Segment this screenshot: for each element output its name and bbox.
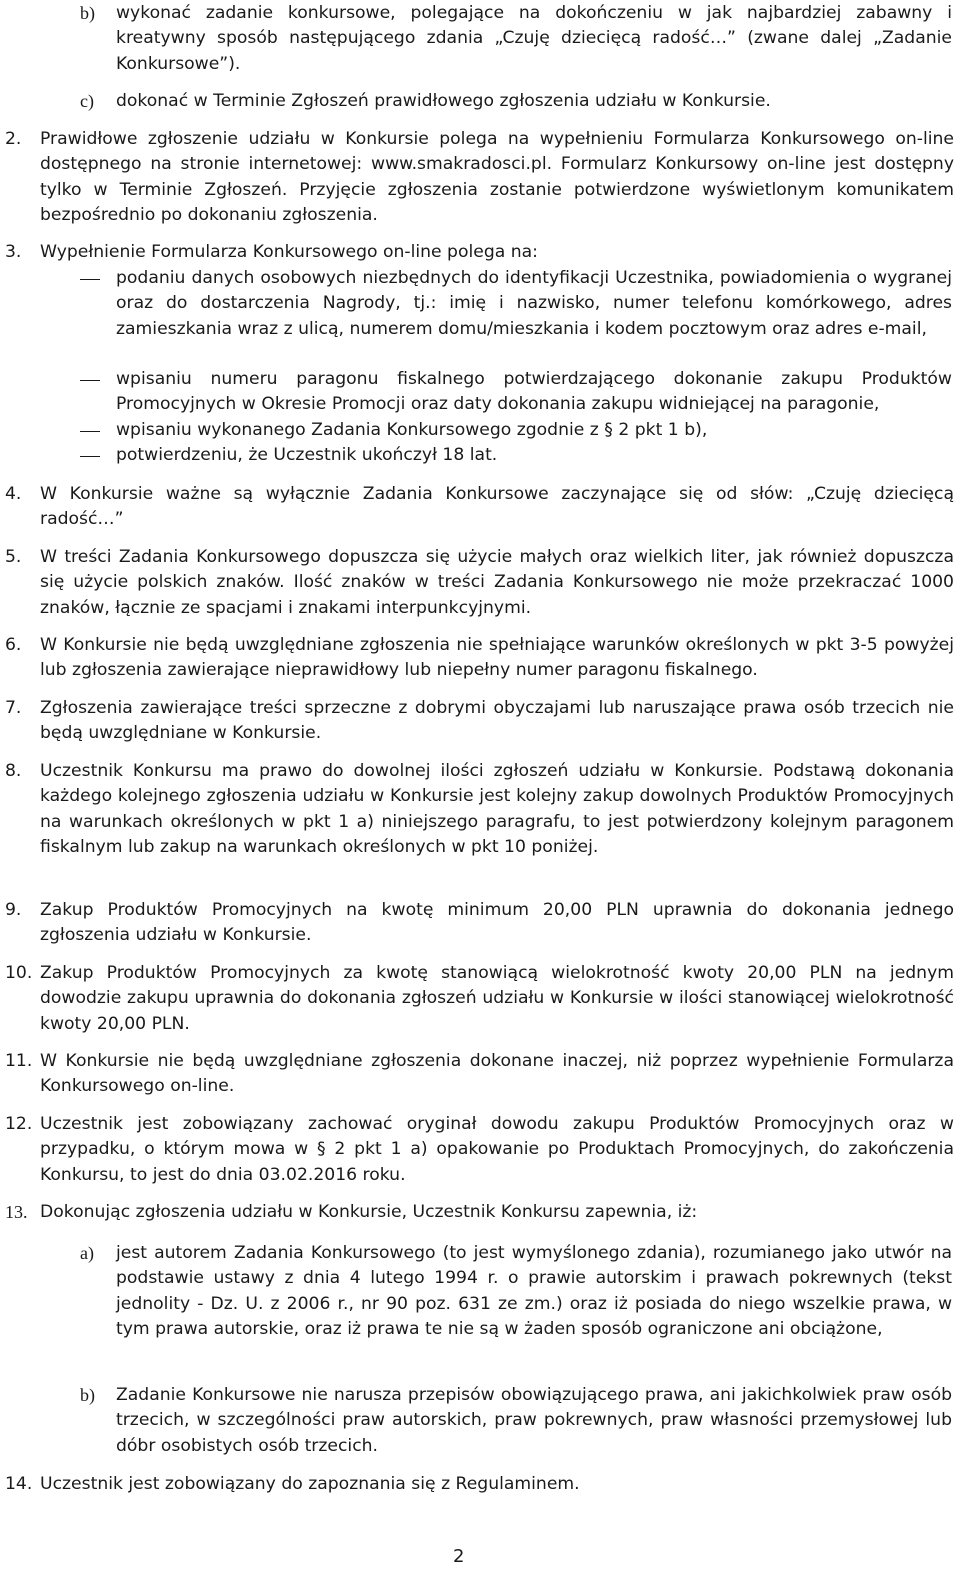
paragraph-text: W treści Zadania Konkursowego dopuszcza się użycie małych oraz wielkich liter, jak również dopuszcza się użycie polskich znaków. Ilość znaków w treści Zadania Konkursowego nie może przekraczać 1000 znaków, łącznie ze spacjami i znakami interpunkcyjnymi. <box>40 547 954 618</box>
paragraph-text: Uczestnik jest zobowiązany do zapoznania się z Regulaminem. <box>40 1474 580 1494</box>
sub-item-b <box>0 1 960 77</box>
paragraph-text: Prawidłowe zgłoszenie udziału w Konkursie polega na wypełnieniu Formularza Konkursowego on-line dostępnego na stronie internetowej: www.smakradosci.pl. Formularz Konkursowy on-line jest dostępny tylko w Terminie Zgłoszeń. Przyjęcie zgłoszenia zostanie potwierdzone wyświetlonym komunikatem bezpośrednio po dokonaniu zgłoszenia. <box>40 129 954 226</box>
paragraph-9 <box>0 898 960 949</box>
bullet-text: potwierdzeniu, że Uczestnik ukończył 18 lat. <box>116 445 498 465</box>
sub-item-text: dokonać w Terminie Zgłoszeń prawidłowego zgłoszenia udziału w Konkursie. <box>116 91 771 111</box>
paragraph-number: 4. <box>5 484 22 504</box>
sub-item-c <box>0 89 960 114</box>
sub-item-text: wykonać zadanie konkursowe, polegające na dokończeniu w jak najbardziej zabawny i kreatywny sposób następującego zdania „Czuję dziecięcą radość…” (zwane dalej „Zadanie Konkursowe”). <box>116 3 952 74</box>
bullet-item <box>0 367 960 418</box>
bullet-item <box>0 443 960 468</box>
sub-item-13a <box>0 1241 960 1343</box>
paragraph-number: 7. <box>5 698 22 718</box>
paragraph-text: Wypełnienie Formularza Konkursowego on-line polega na: <box>40 242 538 262</box>
paragraph-number: 3. <box>5 242 22 262</box>
paragraph-5 <box>0 545 960 621</box>
paragraph-number: 5. <box>5 547 22 567</box>
paragraph-text: W Konkursie nie będą uwzględniane zgłoszenia dokonane inaczej, niż poprzez wypełnienie Formularza Konkursowego on-line. <box>40 1051 954 1097</box>
paragraph-text: Dokonując zgłoszenia udziału w Konkursie, Uczestnik Konkursu zapewnia, iż: <box>40 1202 698 1222</box>
paragraph-number: 10. <box>5 963 33 983</box>
page-number: 2 <box>453 1546 465 1567</box>
paragraph-text: W Konkursie nie będą uwzględniane zgłoszenia nie spełniające warunków określonych w pkt 3-5 powyżej lub zgłoszenia zawierające nieprawidłowy lub niepełny numer paragonu fiskalnego. <box>40 635 954 681</box>
paragraph-text: W Konkursie ważne są wyłącznie Zadania Konkursowe zaczynające się od słów: „Czuję dziecięcą radość…” <box>40 484 954 530</box>
paragraph-2 <box>0 127 960 229</box>
paragraph-number: 6. <box>5 635 22 655</box>
paragraph-11 <box>0 1049 960 1100</box>
sub-item-label: b) <box>80 3 95 23</box>
paragraph-text: Uczestnik jest zobowiązany zachować oryginał dowodu zakupu Produktów Promocyjnych oraz w przypadku, o którym mowa w § 2 pkt 1 a) opakowanie po Produktach Promocyjnych, do zakończenia Konkursu, to jest do dnia 03.02.2016 roku. <box>40 1114 954 1185</box>
paragraph-number: 11. <box>5 1051 33 1071</box>
sub-item-13b <box>0 1383 960 1459</box>
paragraph-4 <box>0 482 960 533</box>
sub-item-label: a) <box>80 1243 94 1263</box>
bullet-text: podaniu danych osobowych niezbędnych do identyfikacji Uczestnika, powiadomienia o wygranej oraz do dostarczenia Nagrody, tj.: imię i nazwisko, numer telefonu komórkowego, adres zamieszkania wraz z ulicą, numerem domu/mieszkania i kodem pocztowym oraz adres e-mail, <box>116 268 952 339</box>
bullet-item <box>0 418 960 443</box>
paragraph-text: Zgłoszenia zawierające treści sprzeczne z dobrymi obyczajami lub naruszające prawa osób trzecich nie będą uwzględniane w Konkursie. <box>40 698 954 744</box>
paragraph-number: 8. <box>5 761 22 781</box>
paragraph-text: Zakup Produktów Promocyjnych na kwotę minimum 20,00 PLN uprawnia do dokonania jednego zgłoszenia udziału w Konkursie. <box>40 900 954 946</box>
paragraph-8 <box>0 759 960 861</box>
paragraph-number: 2. <box>5 129 22 149</box>
paragraph-10 <box>0 961 960 1037</box>
paragraph-text: Zakup Produktów Promocyjnych za kwotę stanowiącą wielokrotność kwoty 20,00 PLN na jednym dowodzie zakupu uprawnia do dokonania zgłoszeń udziału w Konkursie w ilości stanowiącej wielokrotność kwoty 20,00 PLN. <box>40 963 954 1034</box>
paragraph-14 <box>0 1472 960 1497</box>
paragraph-number: 9. <box>5 900 22 920</box>
sub-item-label: c) <box>80 91 94 111</box>
paragraph-number: 13. <box>5 1202 28 1222</box>
dash-bullet <box>80 456 100 457</box>
paragraph-6 <box>0 633 960 684</box>
paragraph-13 <box>0 1200 960 1225</box>
dash-bullet <box>80 431 100 432</box>
bullet-text: wpisaniu numeru paragonu fiskalnego potwierdzającego dokonanie zakupu Produktów Promocyjnych w Okresie Promocji oraz daty dokonania zakupu widniejącej na paragonie, <box>116 369 952 415</box>
paragraph-text: Uczestnik Konkursu ma prawo do dowolnej ilości zgłoszeń udziału w Konkursie. Podstawą dokonania każdego kolejnego zgłoszenia udziału w Konkursie jest kolejny zakup dowolnych Produktów Promocyjnych na warunkach określonych w pkt 1 a) niniejszego paragrafu, to jest potwierdzony kolejnym paragonem fiskalnym lub zakup na warunkach określonych w pkt 10 poniżej. <box>40 761 954 858</box>
sub-item-label: b) <box>80 1385 95 1405</box>
paragraph-3 <box>0 240 960 265</box>
paragraph-number: 12. <box>5 1114 33 1134</box>
bullet-item <box>0 266 960 342</box>
dash-bullet <box>80 380 100 381</box>
paragraph-12 <box>0 1112 960 1188</box>
paragraph-number: 14. <box>5 1474 33 1494</box>
bullet-text: wpisaniu wykonanego Zadania Konkursowego zgodnie z § 2 pkt 1 b), <box>116 420 708 440</box>
paragraph-7 <box>0 696 960 747</box>
sub-item-text: Zadanie Konkursowe nie narusza przepisów obowiązującego prawa, ani jakichkolwiek praw osób trzecich, w szczególności praw autorskich, praw pokrewnych, praw własności przemysłowej lub dóbr osobistych osób trzecich. <box>116 1385 952 1456</box>
dash-bullet <box>80 279 100 280</box>
sub-item-text: jest autorem Zadania Konkursowego (to jest wymyślonego zdania), rozumianego jako utwór na podstawie ustawy z dnia 4 lutego 1994 r. o prawie autorskim i prawach pokrewnych (tekst jednolity - Dz. U. z 2006 r., nr 90 poz. 631 ze zm.) oraz iż posiada do niego wszelkie prawa, w tym prawa autorskie, oraz iż prawa te nie są w żaden sposób ograniczone ani obciążone, <box>116 1243 952 1340</box>
